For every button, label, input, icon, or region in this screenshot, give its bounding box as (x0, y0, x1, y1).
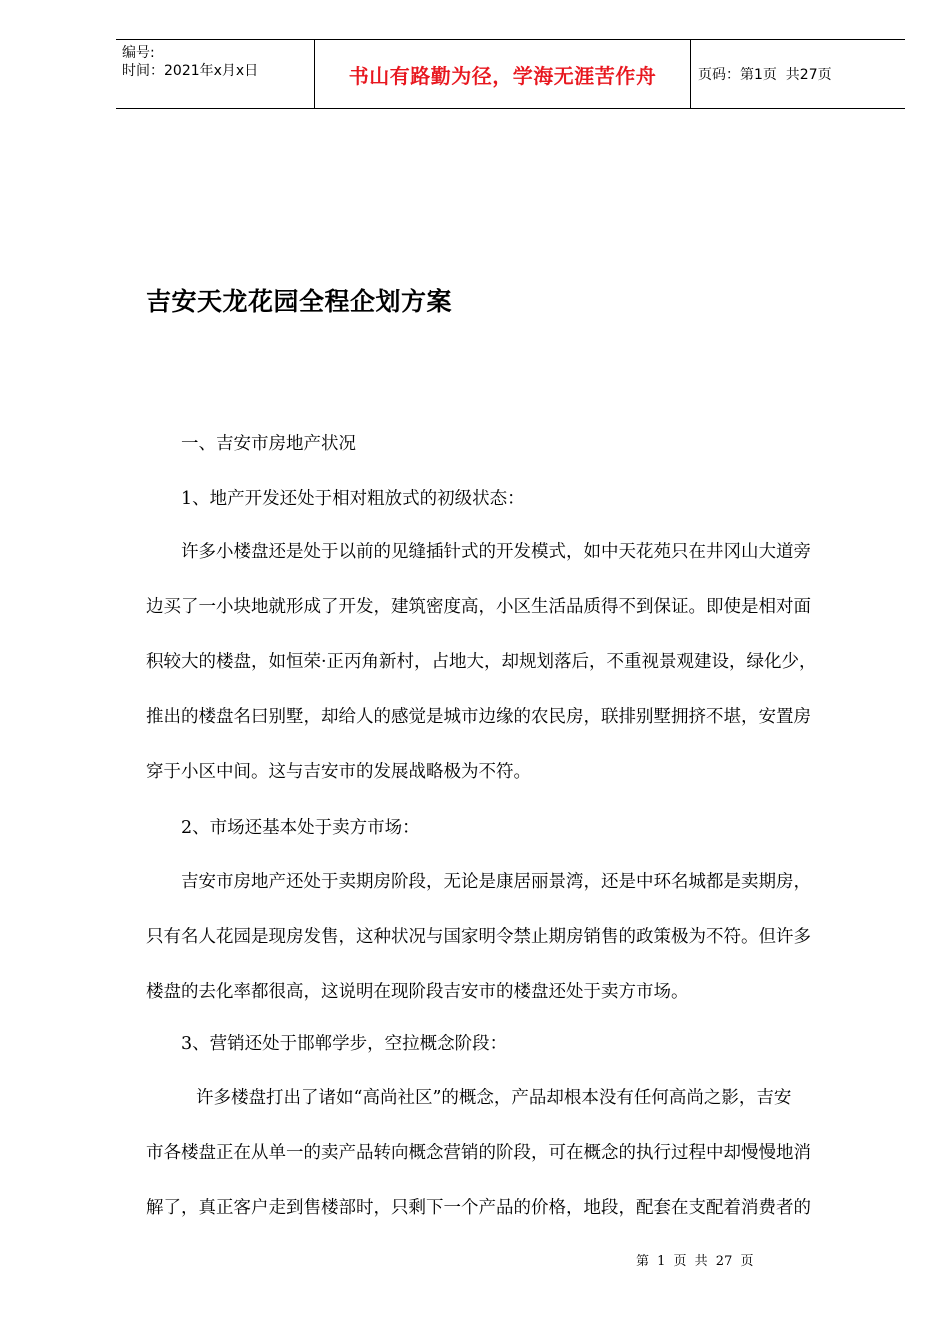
header-meta-cell (116, 40, 315, 108)
header-motto: 书山有路勤为径，学海无涯苦作舟 (315, 40, 691, 108)
subsection-heading: 2、市场还基本处于卖方市场： (181, 818, 420, 838)
doc-number-label: 编号: (122, 45, 155, 61)
paragraph-line: 积较大的楼盘，如恒荣·正丙角新村，占地大，却规划落后，不重视景观建设，绿化少， (146, 652, 817, 672)
paragraph-line: 解了，真正客户走到售楼部时，只剩下一个产品的价格，地段，配套在支配着消费者的 (146, 1198, 811, 1218)
page-footer: 第 1 页 共 27 页 (636, 1254, 754, 1269)
paragraph-line: 只有名人花园是现房发售，这种状况与国家明令禁止期房销售的政策极为不符。但许多 (146, 927, 811, 947)
header-page-info: 页码：第1页 共27页 (698, 67, 832, 83)
doc-date-label: 时间：2021年x月x日 (122, 63, 259, 79)
paragraph-line: 许多楼盘打出了诸如“高尚社区”的概念，产品却根本没有任何高尚之影，吉安 (196, 1088, 792, 1108)
paragraph-line: 推出的楼盘名曰别墅，却给人的感觉是城市边缘的农民房，联排别墅拥挤不堪，安置房 (146, 707, 811, 727)
paragraph-line: 市各楼盘正在从单一的卖产品转向概念营销的阶段，可在概念的执行过程中却慢慢地消 (146, 1143, 811, 1163)
paragraph-line: 楼盘的去化率都很高，这说明在现阶段吉安市的楼盘还处于卖方市场。 (146, 982, 689, 1002)
document-title: 吉安天龙花园全程企划方案 (146, 287, 453, 316)
paragraph-line: 穿于小区中间。这与吉安市的发展战略极为不符。 (146, 762, 531, 782)
subsection-heading: 1、地产开发还处于相对粗放式的初级状态： (181, 489, 525, 509)
subsection-heading: 3、营销还处于邯郸学步，空拉概念阶段： (181, 1034, 508, 1054)
paragraph-line: 许多小楼盘还是处于以前的见缝插针式的开发模式，如中天花苑只在井冈山大道旁 (181, 542, 811, 562)
section-heading: 一、吉安市房地产状况 (181, 434, 356, 454)
paragraph-line: 吉安市房地产还处于卖期房阶段，无论是康居丽景湾，还是中环名城都是卖期房， (181, 872, 811, 892)
paragraph-line: 边买了一小块地就形成了开发，建筑密度高，小区生活品质得不到保证。即使是相对面 (146, 597, 811, 617)
document-header (116, 39, 905, 109)
